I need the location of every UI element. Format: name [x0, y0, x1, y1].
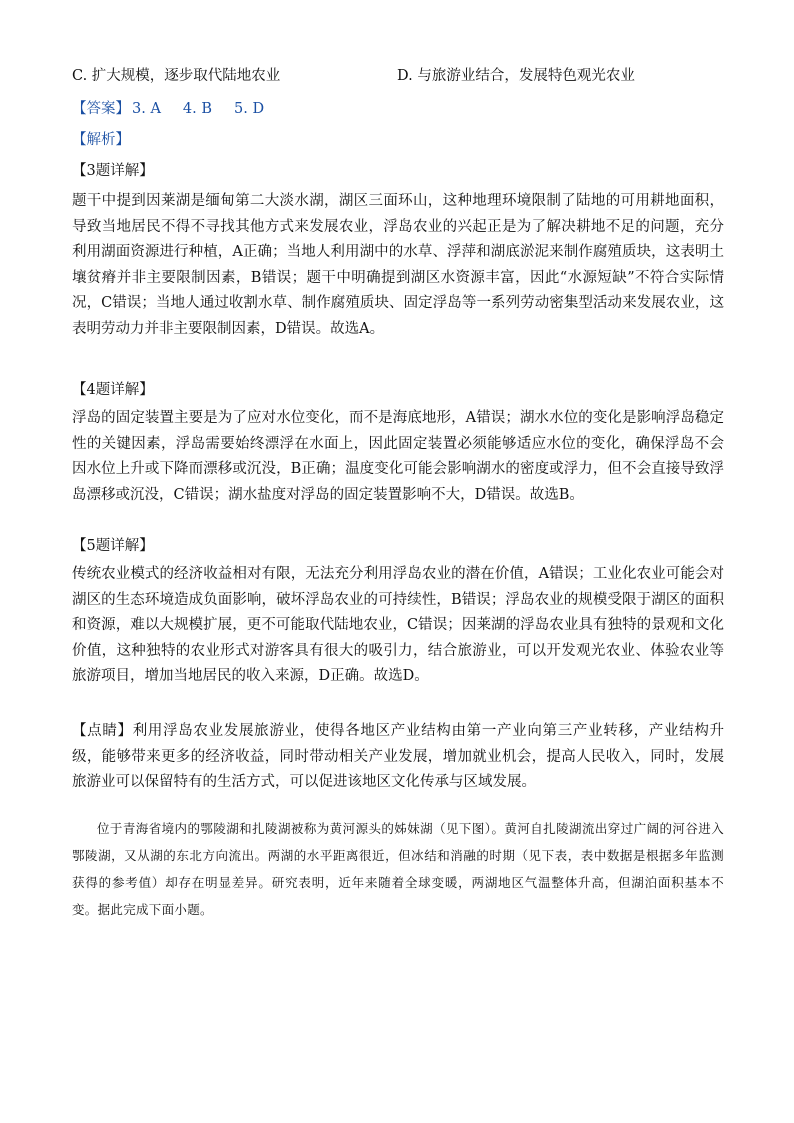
answer-label: 【答案】	[72, 101, 130, 117]
option-c: C. 扩大规模，逐步取代陆地农业	[72, 68, 281, 84]
analysis-label: 【解析】	[72, 132, 130, 148]
q3-label: 【3题详解】	[72, 163, 154, 179]
q4-label: 【4题详解】	[72, 382, 154, 398]
q3-explanation: 题干中提到因莱湖是缅甸第二大淡水湖，湖区三面环山，这种地理环境限制了陆地的可用耕地面积，导致当地居民不得不寻找其他方式来发展农业，浮岛农业的兴起正是为了解决耕地不足的问题，充分利用湖面资源进行种植，A正确；当地人利用湖中的水草、浮萍和湖底淤泥来制作腐殖质块，这表明土壤贫瘠并非主要限制因素，B错误；题干中明确提到湖区水资源丰富，因此“水源短缺”不符合实际情况，C错误；当地人通过收割水草、制作腐殖质块、固定浮岛等一系列劳动密集型活动来发展农业，这表明劳动力并非主要限制因素，D错误。故选A。	[72, 193, 724, 337]
q5-label: 【5题详解】	[72, 538, 154, 554]
option-d: D. 与旅游业结合，发展特色观光农业	[397, 68, 635, 84]
highlight-label: 【点睛】	[72, 723, 133, 739]
answer-line	[72, 100, 724, 118]
answer-item: 5. D	[234, 101, 265, 117]
answer-item: 3. A	[132, 101, 161, 117]
highlight-text: 利用浮岛农业发展旅游业，使得各地区产业结构由第一产业向第三产业转移，产业结构升级，能够带来更多的经济收益，同时带动相关产业发展，增加就业机会，提高人民收入，同时，发展旅游业可以保留特有的生活方式，可以促进该地区文化传承与区域发展。	[72, 723, 725, 790]
answer-item: 4. B	[182, 101, 213, 117]
q5-explanation: 传统农业模式的经济收益相对有限，无法充分利用浮岛农业的潜在价值，A错误；工业化农业可能会对湖区的生态环境造成负面影响，破坏浮岛农业的可持续性，B错误；浮岛农业的规模受限于湖区的面积和资源，难以大规模扩展，更不可能取代陆地农业，C错误；因莱湖的浮岛农业具有独特的景观和文化价值，这种独特的农业形式对游客具有很大的吸引力，结合旅游业，可以开发观光农业、体验农业等旅游项目，增加当地居民的收入来源，D正确。故选D。	[72, 566, 724, 684]
question-intro: 位于青海省境内的鄂陵湖和扎陵湖被称为黄河源头的姊妹湖（见下图）。黄河自扎陵湖流出穿过广阔的河谷进入鄂陵湖，又从湖的东北方向流出。两湖的水平距离很近，但冰结和消融的时期（见下表，表中数据是根据多年监测获得的参考值）却存在明显差异。研究表明，近年来随着全球变暖，两湖地区气温整体升高，但湖泊面积基本不变。据此完成下面小题。	[72, 821, 724, 917]
q4-explanation: 浮岛的固定装置主要是为了应对水位变化，而不是海底地形，A错误；湖水水位的变化是影响浮岛稳定性的关键因素，浮岛需要始终漂浮在水面上，因此固定装置必须能够适应水位的变化，确保浮岛不会因水位上升或下降而漂移或沉没，B正确；温度变化可能会影响湖水的密度或浮力，但不会直接导致浮岛漂移或沉没，C错误；湖水盐度对浮岛的固定装置影响不大，D错误。故选B。	[72, 410, 724, 503]
highlight-paragraph	[72, 719, 724, 796]
